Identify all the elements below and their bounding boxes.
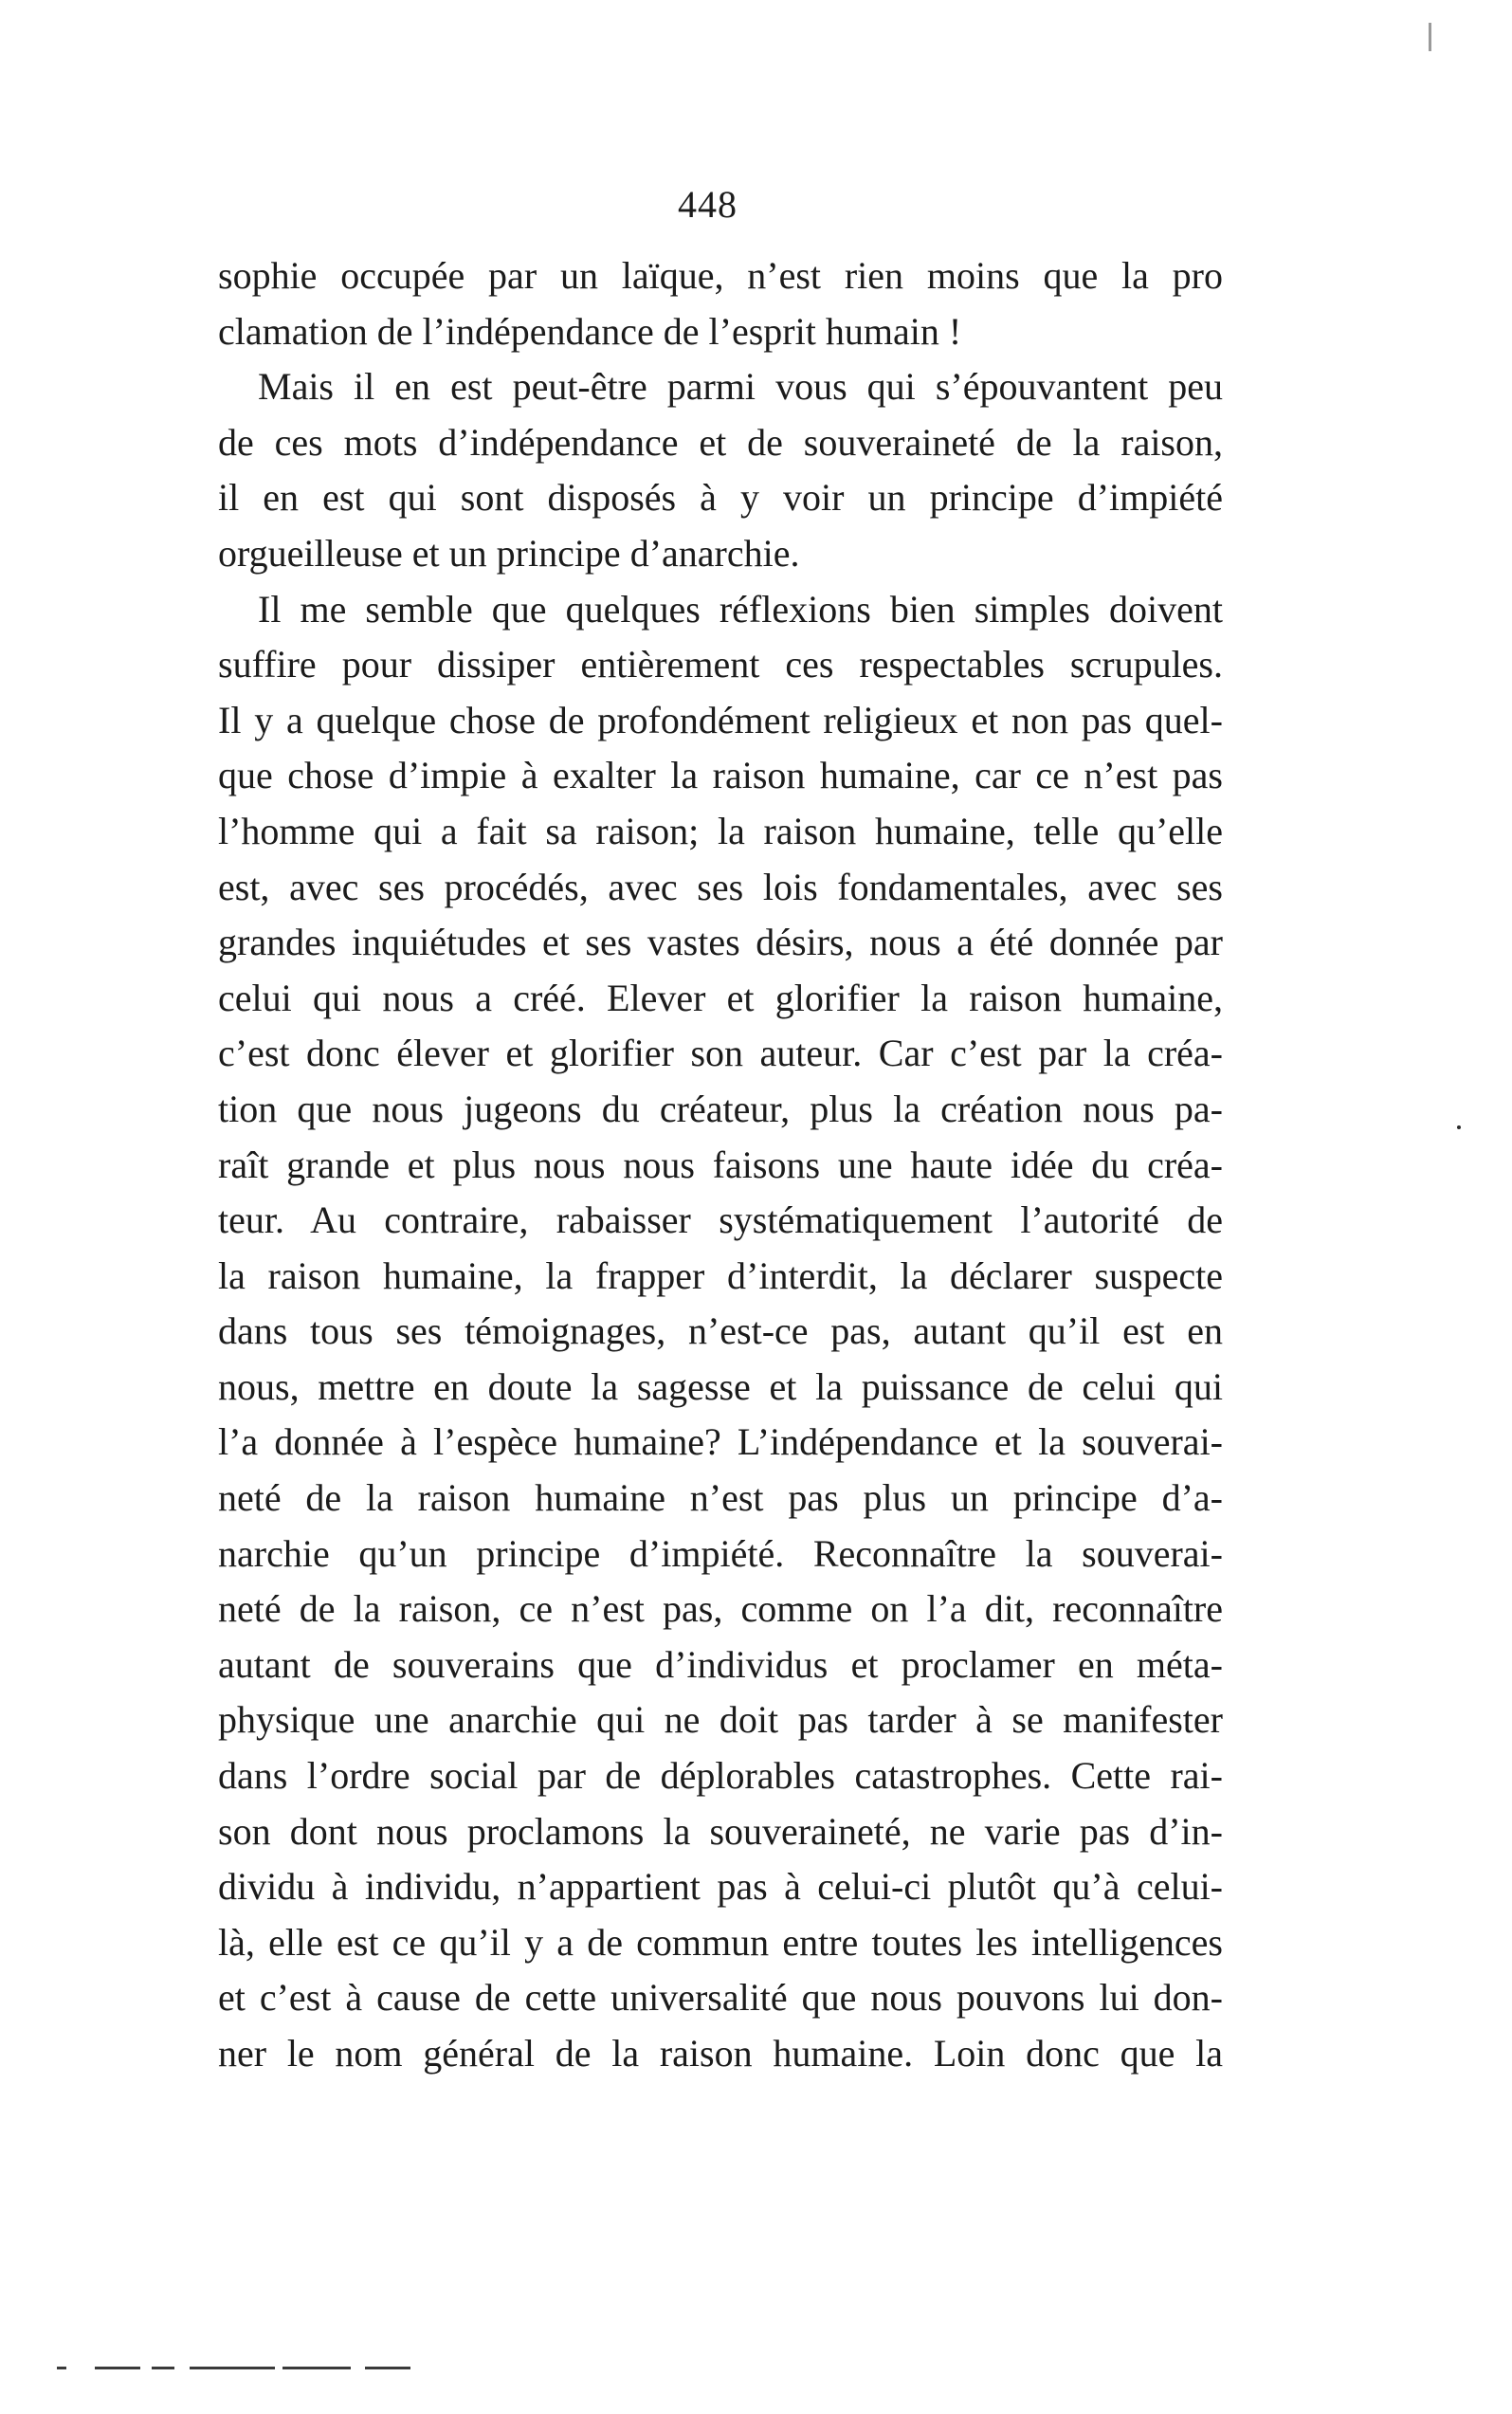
text-line: teur. Au contraire, rabaisser systématiquement l’autorité de [218,1198,1223,1242]
text-line: neté de la raison, ce n’est pas, comme on l’a dit, reconnaître [218,1587,1223,1631]
text-line: celui qui nous a créé. Elever et glorifier la raison humaine, [218,976,1223,1019]
text-line: l’a donnée à l’espèce humaine? L’indépendance et la souverai- [218,1420,1223,1464]
text-line: raît grande et plus nous nous faisons une haute idée du créa- [218,1143,1223,1186]
text-line: c’est donc élever et glorifier son auteur. Car c’est par la créa- [218,1032,1223,1075]
text-line: son dont nous proclamons la souveraineté, ne varie pas d’in- [218,1809,1223,1853]
scan-edge-mark [190,2367,275,2369]
scan-edge-mark [152,2367,174,2369]
text-line: neté de la raison humaine n’est pas plus un principe d’a- [218,1476,1223,1520]
text-line: il en est qui sont disposés à y voir un principe d’impiété [218,476,1223,520]
text-line: et c’est à cause de cette universalité que nous pouvons lui don- [218,1976,1223,2020]
text-line: Il me semble que quelques réflexions bien simples doivent [258,587,1223,631]
text-line: tion que nous jugeons du créateur, plus la création nous pa- [218,1087,1223,1130]
text-line: nous, mettre en doute la sagesse et la puissance de celui qui [218,1364,1223,1408]
text-line: physique une anarchie qui ne doit pas tarder à se manifester [218,1698,1223,1742]
text-line: clamation de l’indépendance de l’esprit humain ! [218,309,962,353]
text-line: narchie qu’un principe d’impiété. Reconnaître la souverai- [218,1531,1223,1575]
body-text [218,248,1223,2082]
text-line: sophie occupée par un laïque, n’est rien moins que la pro [218,254,1223,297]
text-line: de ces mots d’indépendance et de souveraineté de la raison, [218,420,1223,464]
text-line: l’homme qui a fait sa raison; la raison humaine, telle qu’elle [218,809,1223,852]
text-line: suffire pour dissiper entièrement ces respectables scrupules. [218,643,1223,686]
text-line: là, elle est ce qu’il y a de commun entre toutes les intelligences [218,1920,1223,1964]
scan-edge-mark [365,2367,410,2369]
text-line: grandes inquiétudes et ses vastes désirs, nous a été donnée par [218,921,1223,964]
text-line: ner le nom général de la raison humaine. Loin donc que la [218,2032,1223,2075]
scan-speck [1457,1125,1461,1129]
text-line: Il y a quelque chose de profondément religieux et non pas quel- [218,698,1223,741]
page-number: 448 [678,183,738,226]
text-line: Mais il en est peut-être parmi vous qui s’épouvantent peu [258,365,1223,409]
text-line: autant de souverains que d’individus et proclamer en méta- [218,1642,1223,1686]
text-line: dividu à individu, n’appartient pas à celui-ci plutôt qu’à celui- [218,1865,1223,1909]
scan-edge-mark [282,2367,351,2369]
text-line: la raison humaine, la frapper d’interdit, la déclarer suspecte [218,1253,1223,1297]
scan-edge-mark [57,2367,66,2369]
text-line: est, avec ses procédés, avec ses lois fondamentales, avec ses [218,865,1223,908]
text-line: dans l’ordre social par de déplorables catastrophes. Cette rai- [218,1754,1223,1798]
text-line: dans tous ses témoignages, n’est-ce pas, autant qu’il est en [218,1309,1223,1353]
text-line: orgueilleuse et un principe d’anarchie. [218,531,800,575]
text-line: que chose d’impie à exalter la raison humaine, car ce n’est pas [218,754,1223,797]
scan-speck [1429,23,1431,51]
scan-edge-mark [95,2367,140,2369]
